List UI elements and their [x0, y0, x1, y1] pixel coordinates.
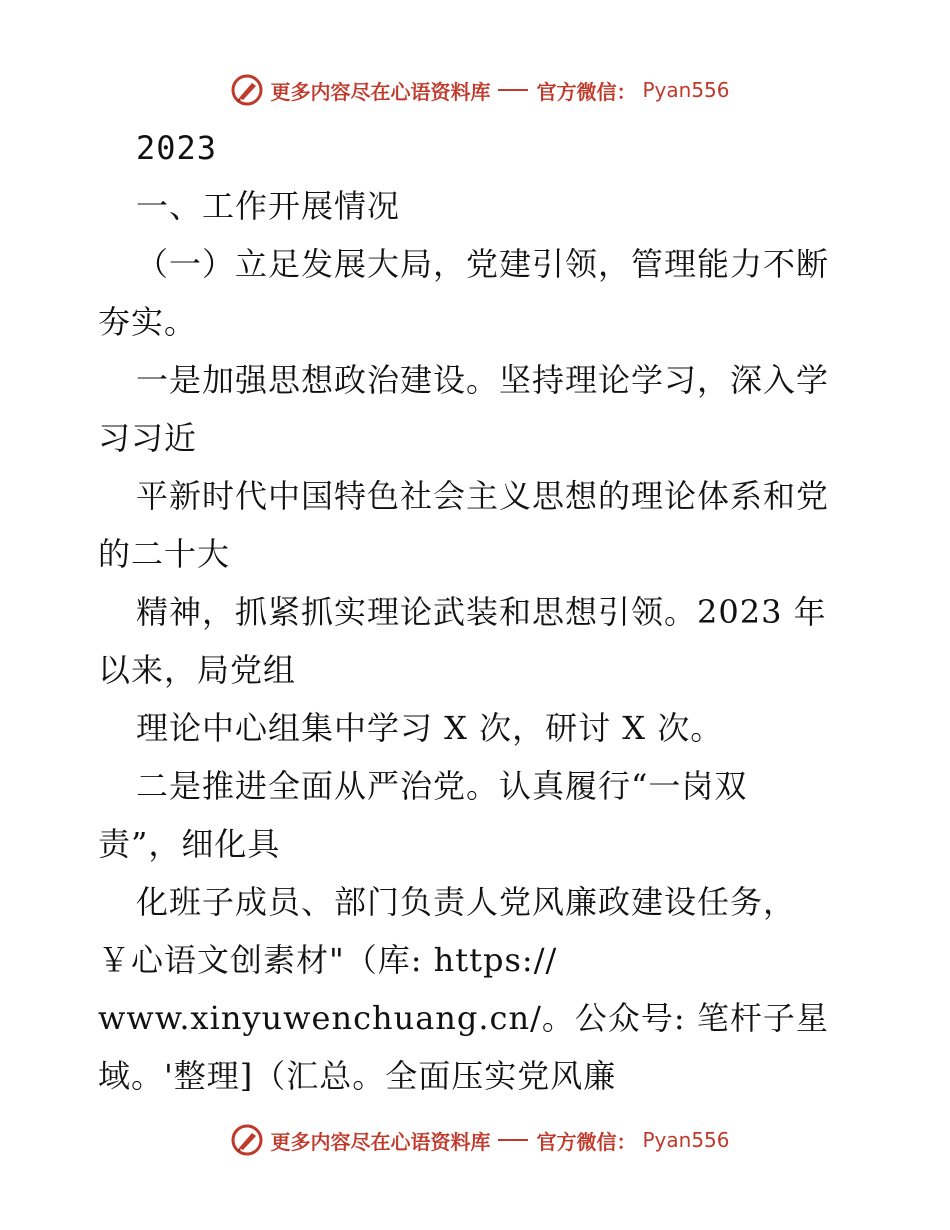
doc-line-year: 2023: [136, 129, 218, 167]
doc-line: 理论中心组集中学习 X 次，研讨 X 次。: [136, 709, 724, 747]
watermark-wechat-id: Pyan556: [642, 78, 730, 102]
watermark-wechat-label: 官方微信：: [536, 79, 637, 104]
doc-line: 的二十大: [98, 535, 231, 573]
watermark-text: 更多内容尽在心语资料库: [270, 79, 491, 104]
doc-line: 平新时代中国特色社会主义思想的理论体系和党: [136, 477, 830, 515]
watermark-wechat-id: Pyan556: [642, 1128, 730, 1152]
footer-watermark: [0, 1120, 950, 1160]
doc-line: 二是推进全面从严治党。认真履行“一岗双: [136, 767, 748, 805]
doc-line: 夯实。: [98, 303, 198, 341]
header-watermark: [0, 70, 950, 110]
pen-logo-icon: [230, 73, 264, 107]
doc-line: 精神，抓紧抓实理论武装和思想引领。2023 年: [136, 593, 827, 631]
doc-line: 以来，局党组: [98, 651, 297, 689]
watermark-wechat-label: 官方微信：: [536, 1129, 637, 1154]
doc-line-url: www.xinyuwenchuang.cn/。公众号: 笔杆子星: [98, 999, 829, 1037]
doc-line: 一是加强思想政治建设。坚持理论学习，深入学: [136, 361, 830, 399]
doc-line-subheading: （一）立足发展大局，党建引领，管理能力不断: [136, 245, 830, 283]
watermark-divider: [498, 89, 528, 91]
watermark-group: [230, 73, 729, 107]
watermark-text: 更多内容尽在心语资料库: [270, 1129, 491, 1154]
doc-line-section-heading: 一、工作开展情况: [136, 187, 401, 225]
doc-line: 域。'整理]（汇总。全面压实党风廉: [98, 1057, 617, 1095]
doc-line: 化班子成员、部门负责人党风廉政建设任务，: [136, 883, 797, 921]
pen-logo-icon: [230, 1123, 264, 1157]
watermark-group: [230, 1123, 729, 1157]
watermark-divider: [498, 1139, 528, 1141]
doc-line: 习习近: [98, 419, 198, 457]
doc-line: 责”，细化具: [98, 825, 281, 863]
doc-line: ￥心语文创素材"（库: https://: [98, 941, 558, 979]
